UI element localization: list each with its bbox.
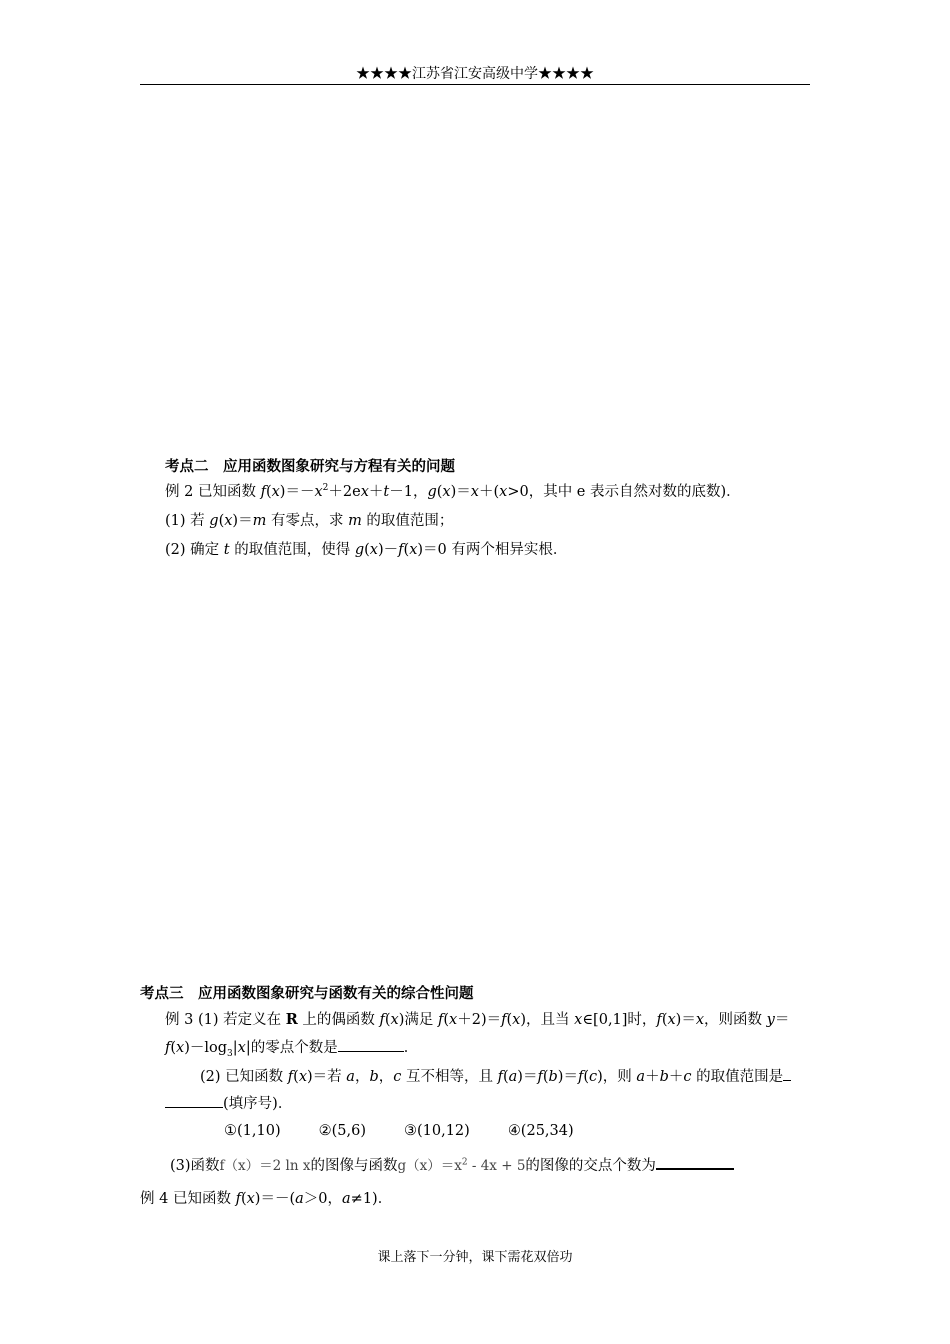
- answer-blank[interactable]: [338, 1037, 404, 1052]
- answer-blank[interactable]: [165, 1093, 223, 1108]
- formula-g: $g(x)=x^2 - 4x + 5$: [397, 1157, 526, 1174]
- section3-title: 考点三 应用函数图象研究与函数有关的综合性问题: [140, 985, 474, 1002]
- example2-question-1: (1) 若 g(x)＝m 有零点，求 m 的取值范围；: [165, 513, 454, 529]
- option-4[interactable]: ④(25,34): [507, 1123, 574, 1139]
- header-rule: [140, 84, 810, 85]
- example3-part1-line1: 例 3 (1) 若定义在 R 上的偶函数 f(x)满足 f(x＋2)＝f(x)，且当 x∈[0,1]时，f(x)＝x，则函数 y＝: [165, 1011, 790, 1028]
- answer-blank-start[interactable]: [783, 1066, 791, 1081]
- formula-f: f（x）＝2 ln x: [219, 1158, 311, 1174]
- option-3[interactable]: ③(10,12): [403, 1123, 470, 1139]
- option-2[interactable]: ②(5,6): [318, 1123, 366, 1139]
- example4-statement: 例 4 已知函数 f(x)＝－(a＞0，a≠1)．: [140, 1191, 393, 1207]
- answer-blank[interactable]: [656, 1154, 734, 1170]
- example3-options: [224, 1121, 612, 1141]
- page-footer: 课上落下一分钟，课下需花双倍功: [377, 1250, 573, 1265]
- example3-part2-line2: (填序号)．: [165, 1093, 292, 1114]
- example2-question-2: (2) 确定 t 的取值范围，使得 g(x)－f(x)＝0 有两个相异实根．: [165, 542, 568, 558]
- example3-part1-line2: $f(x)-\log_3|x|$的零点个数是 ．: [165, 1037, 418, 1058]
- example2-statement: 例 2 已知函数 $f(x)=-x^2+2ex+t-1$，g(x)＝x＋(x>0，其中 e 表示自然对数的底数)．: [165, 483, 741, 500]
- page-header: ★★★★江苏省江安高级中学★★★★: [356, 66, 594, 82]
- example3-part3: (3)函数f（x）＝2 ln x的图像与函数$g(x)=x^2 - 4x + 5$的图像的交点个数为: [170, 1154, 734, 1176]
- example3-part2-line1: (2) 已知函数 f(x)＝若 a，b，c 互不相等，且 f(a)＝f(b)＝f(c)，则 a＋b＋c 的取值范围是: [200, 1066, 791, 1087]
- section2-title: 考点二 应用函数图象研究与方程有关的问题: [165, 458, 455, 475]
- option-1[interactable]: ①(1,10): [224, 1123, 281, 1139]
